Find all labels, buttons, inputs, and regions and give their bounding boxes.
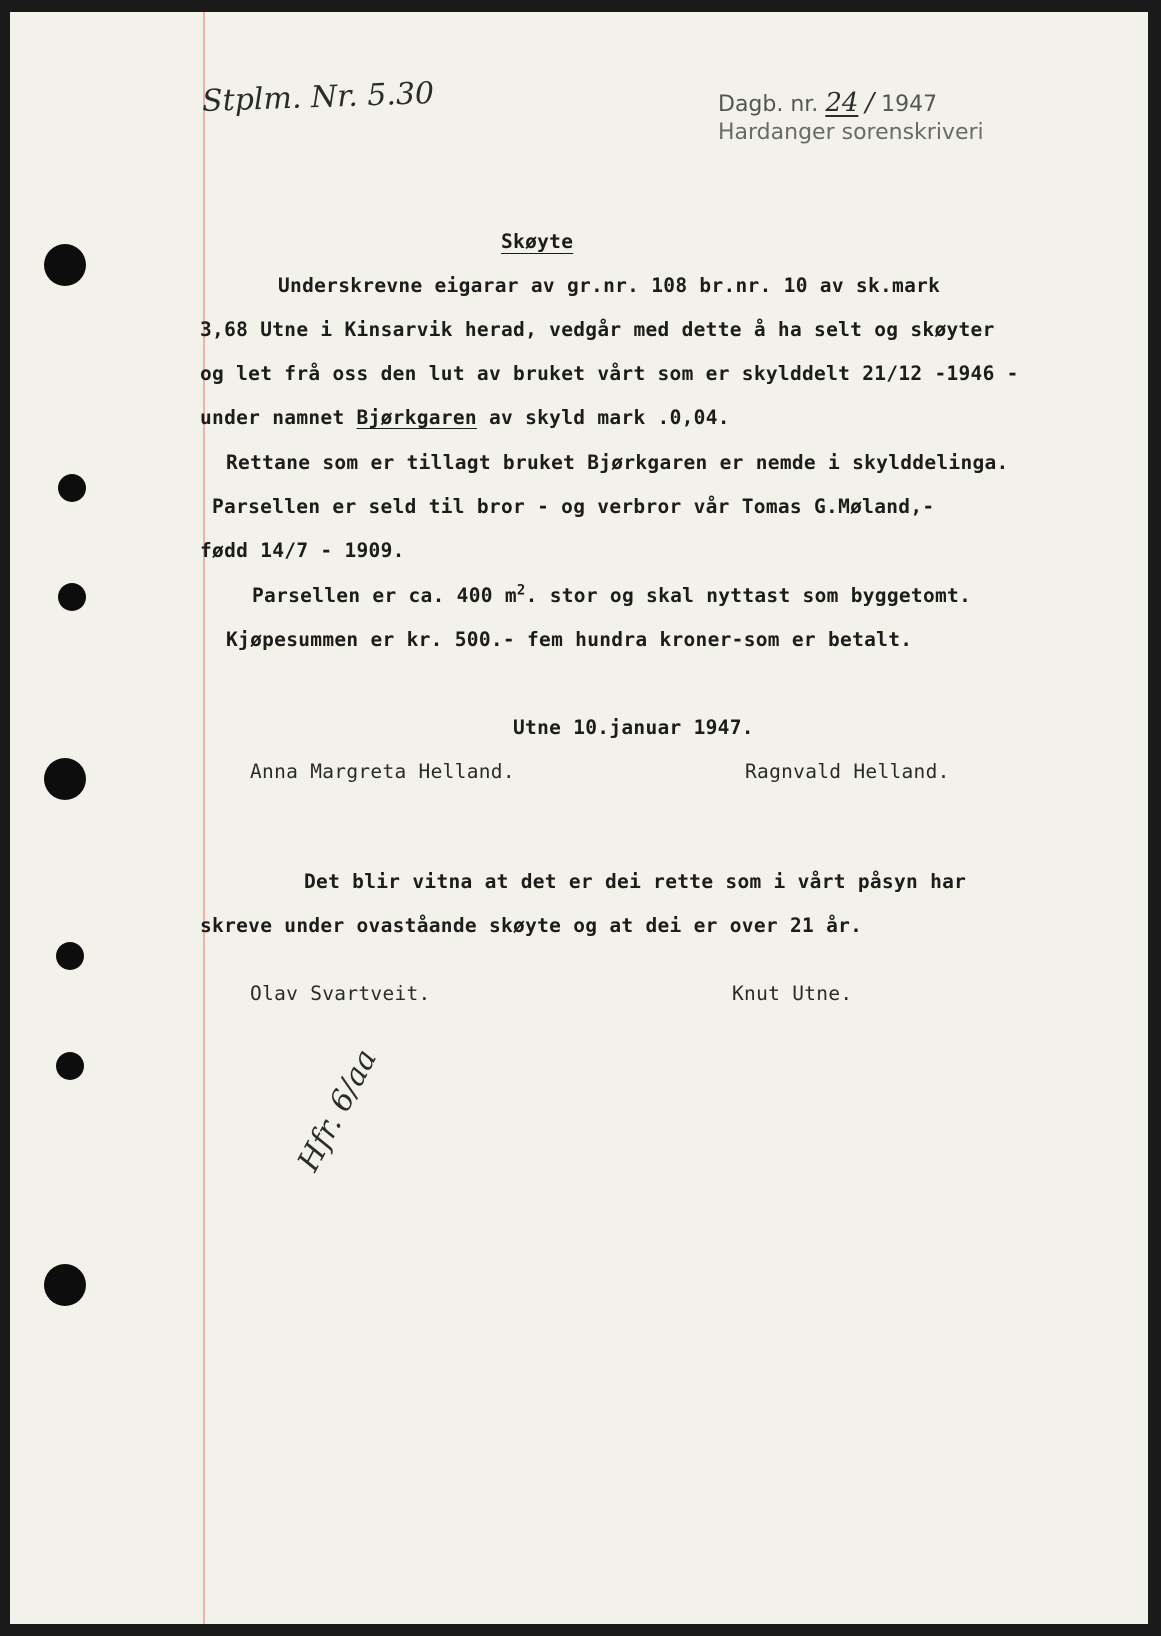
body-text: Parsellen er ca. 400 m	[252, 584, 517, 607]
handwritten-reference: Stplm. Nr. 5.30	[201, 75, 435, 120]
witness-line: skreve under ovaståande skøyte og at dei er over 21 år.	[200, 914, 863, 937]
punch-hole	[56, 1052, 84, 1080]
witness-line: Det blir vitna at det er dei rette som i vårt påsyn har	[304, 870, 967, 893]
stamp-office: Hardanger sorenskriveri	[718, 120, 984, 145]
superscript: 2	[516, 582, 526, 599]
body-text: . stor og skal nyttast som byggetomt.	[525, 584, 972, 607]
property-name: Bjørkgaren	[356, 406, 477, 429]
stamp-prefix: Dagb. nr.	[718, 92, 819, 117]
body-line: 3,68 Utne i Kinsarvik herad, vedgår med dette å ha selt og skøyter	[200, 318, 995, 341]
margin-rule	[203, 12, 205, 1624]
punch-hole	[44, 244, 86, 286]
journal-stamp	[718, 88, 937, 118]
stamp-number: 24	[825, 88, 859, 118]
body-line: Parsellen er seld til bror - og verbror vår Tomas G.Møland,-	[212, 495, 935, 518]
signature-seller-1: Anna Margreta Helland.	[250, 760, 515, 783]
punch-hole	[44, 758, 86, 800]
body-line	[252, 584, 971, 607]
punch-hole	[58, 474, 86, 502]
body-line: Rettane som er tillagt bruket Bjørkgaren er nemde i skylddelinga.	[226, 451, 1009, 474]
body-line: og let frå oss den lut av bruket vårt som er skylddelt 21/12 -1946 -	[200, 362, 1019, 385]
body-line: fødd 14/7 - 1909.	[200, 539, 405, 562]
punch-hole	[58, 583, 86, 611]
body-text: under namnet	[200, 406, 357, 429]
punch-hole	[56, 942, 84, 970]
stamp-sep: /	[865, 88, 875, 118]
witness-signature-2: Knut Utne.	[732, 982, 853, 1005]
document-page	[10, 12, 1148, 1624]
body-line: Kjøpesummen er kr. 500.- fem hundra kroner-som er betalt.	[226, 628, 913, 651]
handwritten-initials: Hfr. 6/aa	[291, 1043, 385, 1177]
witness-signature-1: Olav Svartveit.	[250, 982, 431, 1005]
punch-hole	[44, 1264, 86, 1306]
dateline: Utne 10.januar 1947.	[513, 716, 754, 739]
body-line	[200, 406, 730, 429]
body-line: Underskrevne eigarar av gr.nr. 108 br.nr. 10 av sk.mark	[278, 274, 941, 297]
body-text: av skyld mark .0,04.	[476, 406, 730, 429]
signature-seller-2: Ragnvald Helland.	[745, 760, 950, 783]
document-title: Skøyte	[501, 230, 574, 253]
stamp-year: 1947	[881, 92, 938, 117]
